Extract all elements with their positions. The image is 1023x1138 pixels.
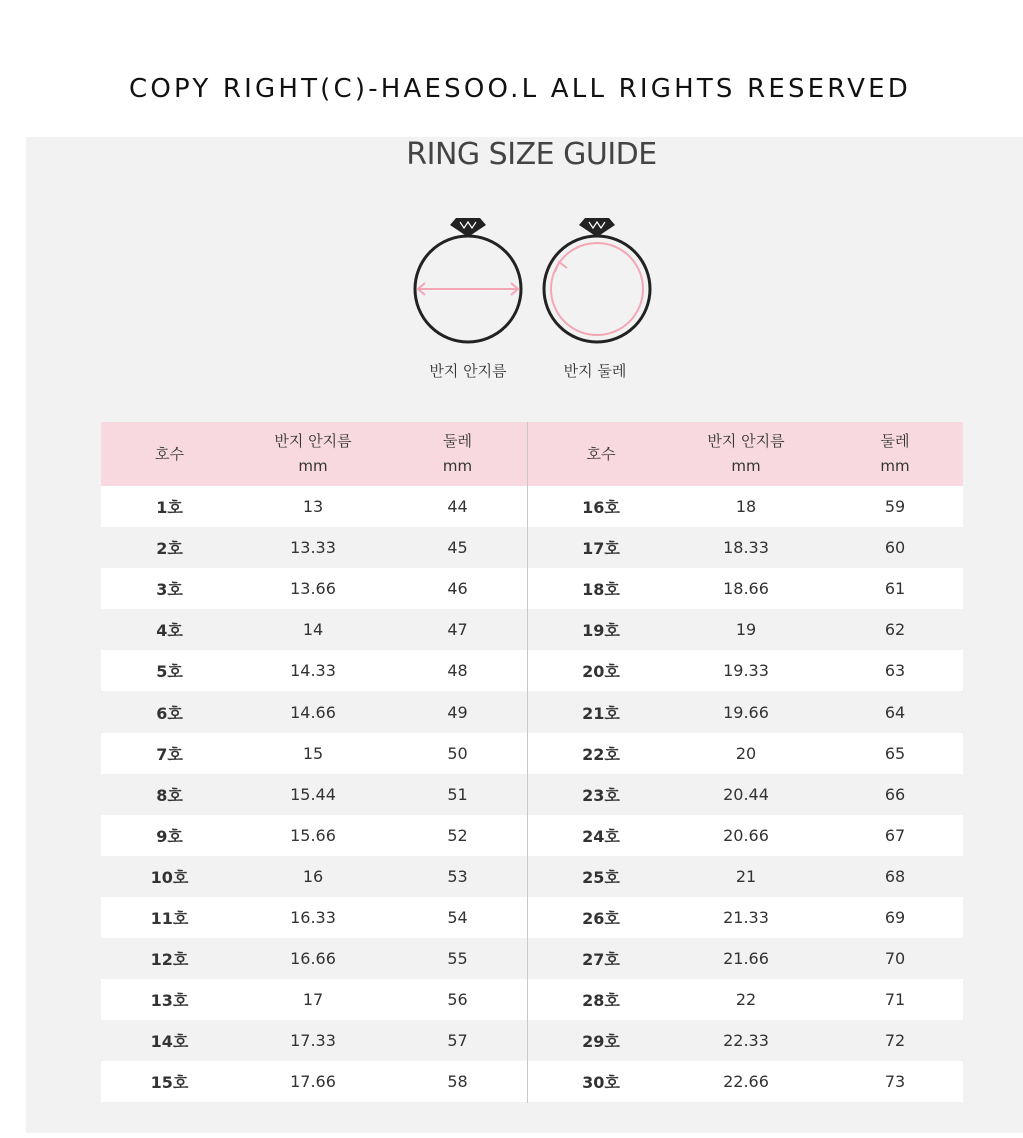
inner-diameter-cell: 13.33 [290,538,336,558]
column-divider [527,1020,537,1061]
inner-diameter-cell: 20 [735,743,757,763]
size-cell: 12호 [150,950,189,970]
circumference-cell: 70 [884,949,906,969]
header-circ-unit: mm [442,457,473,475]
inner-diameter-cell: 16.66 [290,949,336,969]
size-cell: 8호 [156,785,183,805]
inner-diameter-cell: 18 [735,497,757,517]
circumference-caption: 반지 둘레 [563,362,627,380]
circumference-cell: 72 [884,1031,906,1051]
header-inner-unit: mm [731,457,761,475]
circumference-cell: 48 [447,661,468,681]
circumference-cell: 55 [447,949,468,969]
inner-diameter-cell: 15.44 [290,784,336,804]
column-divider [527,979,537,1020]
header-inner [665,429,827,479]
inner-diameter-cell: 18.66 [723,579,769,599]
size-cell: 5호 [156,662,183,682]
size-cell: 22호 [582,744,620,764]
column-divider [527,527,537,568]
table-row [101,938,963,979]
circumference-cell: 46 [447,579,468,599]
circumference-cell: 45 [447,538,468,558]
copyright-notice: COPY RIGHT(C)-HAESOO.L ALL RIGHTS RESERVED [129,74,911,104]
circumference-cell: 50 [447,743,468,763]
header-size: 호수 [586,444,616,463]
table-body [101,486,963,1102]
inner-diameter-cell: 17.33 [290,1031,336,1051]
inner-diameter-cell: 21 [735,866,757,886]
column-divider [527,815,537,856]
header-circ-label: 둘레 [880,432,910,450]
circumference-cell: 51 [447,784,468,804]
circumference-cell: 47 [447,620,468,640]
table-header [101,422,963,486]
ring-diameter-icon [408,210,528,345]
size-cell: 4호 [156,621,183,641]
circumference-cell: 53 [447,866,468,886]
header-size: 호수 [155,444,184,463]
circumference-cell: 66 [884,784,906,804]
ring-circumference-icon [537,210,657,345]
size-cell: 3호 [156,580,183,600]
inner-diameter-cell: 13.66 [290,579,336,599]
table-row [101,609,963,650]
table-row [101,1020,963,1061]
size-cell: 10호 [150,867,189,887]
column-divider [527,938,537,979]
table-row [101,897,963,938]
ring-circumference-figure [537,210,657,345]
ring-size-table [101,422,963,1102]
circumference-cell: 58 [447,1072,468,1092]
column-divider [527,691,537,732]
inner-diameter-cell: 22.33 [723,1031,769,1051]
header-inner-unit: mm [298,457,328,475]
circumference-cell: 44 [447,497,468,517]
table-row [101,774,963,815]
table-row [101,856,963,897]
inner-diameter-cell: 20.44 [723,784,769,804]
size-cell: 15호 [150,1073,189,1093]
inner-diameter-cell: 15.66 [290,825,336,845]
column-divider [527,733,537,774]
size-cell: 19호 [582,621,620,641]
ring-inner-diameter-figure [408,210,528,345]
table-row [101,527,963,568]
size-cell: 11호 [150,908,189,928]
inner-diameter-cell: 20.66 [723,825,769,845]
column-divider [527,609,537,650]
size-cell: 26호 [582,908,620,928]
circumference-cell: 67 [884,825,906,845]
table-row [101,733,963,774]
inner-diameter-cell: 16 [302,866,324,886]
table-row [101,486,963,527]
size-cell: 28호 [582,991,620,1011]
size-cell: 14호 [150,1032,189,1052]
circumference-cell: 56 [447,990,468,1010]
column-divider [527,422,537,486]
inner-diameter-cell: 21.33 [723,907,769,927]
circumference-cell: 61 [884,579,906,599]
header-circ-label: 둘레 [443,432,472,450]
page-title: RING SIZE GUIDE [406,137,657,172]
inner-diameter-cell: 15 [302,743,324,763]
inner-diameter-cell: 14 [302,620,324,640]
header-inner-label: 반지 안지름 [707,432,785,450]
size-cell: 1호 [156,498,183,518]
inner-diameter-cell: 18.33 [723,538,769,558]
inner-diameter-cell: 17 [302,990,324,1010]
inner-diameter-cell: 19.33 [723,661,769,681]
size-cell: 20호 [582,662,620,682]
circumference-cell: 68 [884,866,906,886]
circumference-cell: 63 [884,661,906,681]
size-cell: 16호 [582,498,620,518]
size-cell: 25호 [582,867,620,887]
circumference-cell: 54 [447,907,468,927]
inner-diameter-cell: 13 [302,497,324,517]
table-row [101,568,963,609]
inner-diameter-cell: 21.66 [723,949,769,969]
circumference-cell: 59 [884,497,906,517]
size-cell: 17호 [582,539,620,559]
column-divider [527,774,537,815]
inner-diameter-cell: 22.66 [723,1072,769,1092]
circumference-cell: 73 [884,1072,906,1092]
table-row [101,979,963,1020]
circumference-cell: 52 [447,825,468,845]
table-row [101,691,963,732]
size-cell: 2호 [156,539,183,559]
table-row [101,1061,963,1102]
column-divider [527,650,537,691]
column-divider [527,856,537,897]
header-inner-label: 반지 안지름 [274,432,352,450]
circumference-cell: 69 [884,907,906,927]
circumference-cell: 60 [884,538,906,558]
column-divider [527,1061,537,1102]
size-cell: 29호 [582,1032,620,1052]
header-circ [827,429,963,479]
table-row [101,650,963,691]
header-inner [238,429,388,479]
inner-diameter-cell: 16.33 [290,907,336,927]
header-circ-unit: mm [880,457,910,475]
circumference-cell: 71 [884,990,906,1010]
inner-diameter-caption: 반지 안지름 [429,362,507,380]
column-divider [527,486,537,527]
size-cell: 6호 [156,703,183,723]
circumference-cell: 62 [884,620,906,640]
size-cell: 13호 [150,991,189,1011]
header-circ [388,429,527,479]
size-cell: 18호 [582,580,620,600]
circumference-cell: 57 [447,1031,468,1051]
size-cell: 7호 [156,744,183,764]
table-row [101,815,963,856]
column-divider [527,568,537,609]
size-cell: 27호 [582,950,620,970]
size-cell: 24호 [582,826,620,846]
size-cell: 9호 [156,826,183,846]
inner-diameter-cell: 19.66 [723,702,769,722]
inner-diameter-cell: 19 [735,620,757,640]
column-divider [527,897,537,938]
inner-diameter-cell: 17.66 [290,1072,336,1092]
inner-diameter-cell: 22 [735,990,757,1010]
inner-diameter-cell: 14.66 [290,702,336,722]
size-cell: 30호 [582,1073,620,1093]
circumference-cell: 64 [884,702,906,722]
size-cell: 21호 [582,703,620,723]
circumference-cell: 65 [884,743,906,763]
inner-diameter-cell: 14.33 [290,661,336,681]
size-cell: 23호 [582,785,620,805]
circumference-cell: 49 [447,702,468,722]
